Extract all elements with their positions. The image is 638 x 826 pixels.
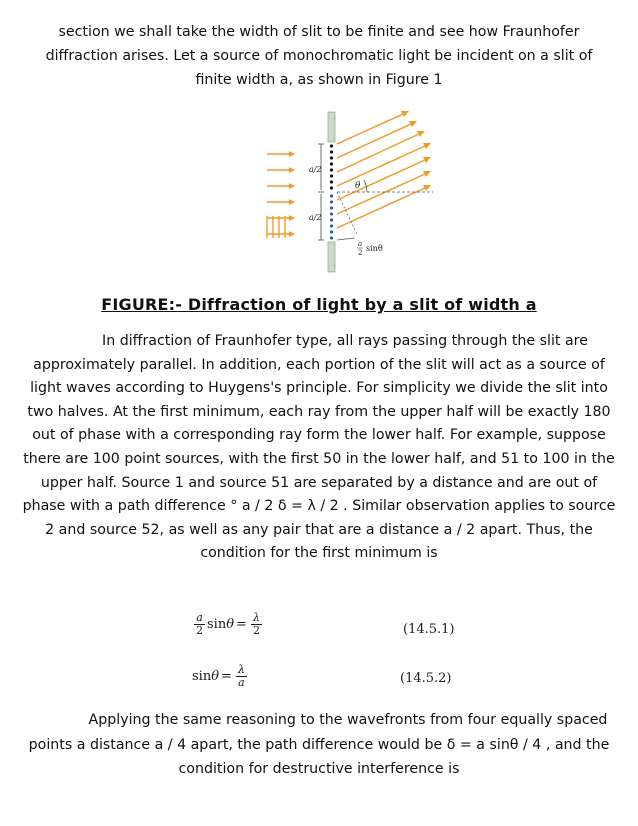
slit-screen-top [328,112,335,142]
eq1-func: sin [207,616,227,632]
eq2-var: θ [211,668,220,684]
outro-paragraph [22,708,616,782]
equation-14-5-1 [192,612,264,636]
incident-ray [267,167,295,173]
label-lower-half: a/2 [309,213,322,222]
slit-screen-bottom [328,242,335,272]
lower-sources [330,194,333,239]
body-paragraph [22,330,616,566]
incident-ray [267,151,295,157]
slit-diffraction-figure [255,108,435,274]
eq1-rhs-den: 2 [252,623,260,637]
label-path-frac-den: 2 [358,249,363,257]
incident-rays [267,151,295,237]
eq1-rhs-fraction [251,612,262,636]
eq2-rhs-den: a [238,675,245,689]
upper-sources [330,144,333,189]
incident-ray [267,231,295,237]
eq1-var: θ [226,616,235,632]
incident-ray [267,183,295,189]
eq2-rhs-num: λ [237,663,245,676]
label-upper-half: a/2 [309,165,322,174]
incident-ray [267,199,295,205]
eq1-lhs-den: 2 [196,623,203,637]
label-path-sin: sinθ [366,244,383,253]
eq1-equals: = [236,616,247,632]
dimension-markers [318,144,324,240]
equation-14-5-2 [192,664,249,688]
eq1-lhs-num: a [196,611,203,624]
diffracted-rays [337,111,431,228]
figure-caption: FIGURE:- Diffraction of light by a slit of width a [101,295,537,314]
intro-paragraph: section we shall take the width of slit to be finite and see how Fraunhofer diffraction arises. Let a source of monochromatic light be incident on a slit of finite width a, as shown in Figure 1 [45,24,593,88]
body-text: In diffraction of Fraunhofer type, all rays passing through the slit are approximately parallel. In addition, each portion of the slit will act as a source of light waves according to Huygens's principle. For simplicity we divide the slit into two halves. At the first minimum, each ray from the upper half will be exactly 180 out of phase with a corresponding ray form the lower half. For example, suppose there are 100 point sources, with the first 50 in the lower half, and 51 to 100 in the upper half. Source 1 and source 51 are separated by a distance and are out of phase with a path difference ° a / 2 δ = λ / 2 . Similar observation applies to source 2 and source 52, as well as any pair that are a distance a / 2 apart. Thus, the condition for the first minimum is [22,333,616,562]
eq1-rhs-num: λ [252,611,260,624]
equation-number-1: (14.5.1) [403,622,455,637]
eq2-func: sin [192,668,212,684]
diffracted-ray [337,111,409,144]
equation-number-2: (14.5.2) [400,671,452,686]
eq2-rhs-fraction [236,664,247,688]
label-angle: θ [355,181,361,191]
eq2-equals: = [221,668,232,684]
outro-text: Applying the same reasoning to the wavefronts from four equally spaced points a distance a / 4 apart, the path difference would be δ = a sinθ / 4 , and the condition for destructive interference is [28,712,610,777]
eq1-lhs-fraction [194,612,205,636]
incident-ray [267,215,295,221]
label-path-frac-num: a [358,240,363,248]
